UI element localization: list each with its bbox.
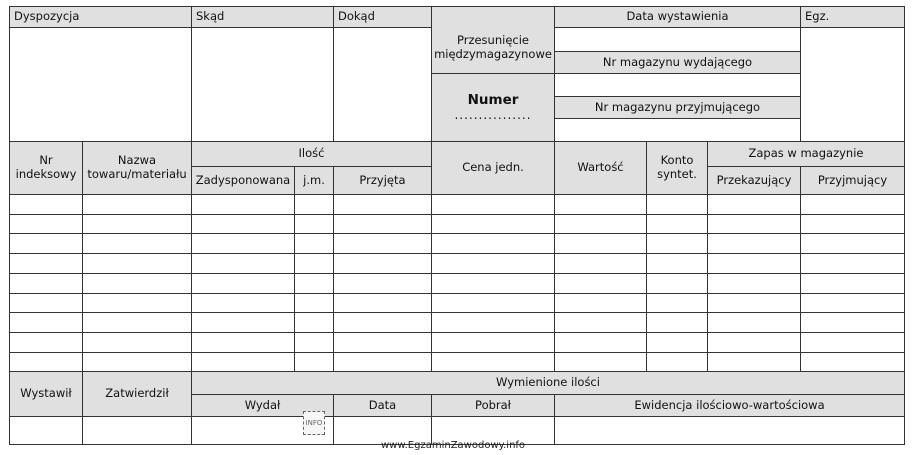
- table-cell[interactable]: [800, 214, 905, 234]
- info-logo-icon: INFO: [303, 411, 325, 435]
- table-cell[interactable]: [82, 352, 192, 372]
- table-cell[interactable]: [431, 312, 555, 333]
- table-cell[interactable]: [800, 253, 905, 274]
- data-label: Data: [333, 394, 432, 417]
- table-cell[interactable]: [646, 194, 708, 215]
- table-cell[interactable]: [800, 332, 905, 353]
- table-cell[interactable]: [191, 312, 295, 333]
- table-cell[interactable]: [431, 273, 555, 294]
- document-form: [9, 6, 905, 446]
- dokad-label: Dokąd: [333, 6, 432, 28]
- table-cell[interactable]: [9, 214, 83, 234]
- table-cell[interactable]: [191, 214, 295, 234]
- col-cena: Cena jedn.: [431, 141, 555, 195]
- wydal-label: Wydał: [191, 394, 334, 417]
- table-cell[interactable]: [800, 233, 905, 254]
- ewidencja-label: Ewidencja ilościowo-wartościowa: [554, 394, 905, 417]
- table-cell[interactable]: [191, 194, 295, 215]
- col-ilosc: Ilość: [191, 141, 432, 167]
- table-cell[interactable]: [191, 352, 295, 372]
- numer-block: [431, 73, 555, 142]
- table-cell[interactable]: [294, 332, 334, 353]
- table-cell[interactable]: [9, 233, 83, 254]
- table-cell[interactable]: [554, 332, 647, 353]
- wystawil-label: Wystawił: [9, 371, 83, 417]
- table-cell[interactable]: [800, 312, 905, 333]
- table-cell[interactable]: [333, 293, 432, 313]
- table-cell[interactable]: [294, 253, 334, 274]
- table-cell[interactable]: [333, 214, 432, 234]
- table-cell[interactable]: [333, 253, 432, 274]
- table-cell[interactable]: [646, 312, 708, 333]
- ewidencja-field[interactable]: [554, 416, 905, 445]
- table-cell[interactable]: [82, 253, 192, 274]
- table-cell[interactable]: [800, 273, 905, 294]
- table-cell[interactable]: [707, 273, 801, 294]
- table-cell[interactable]: [333, 273, 432, 294]
- table-cell[interactable]: [294, 293, 334, 313]
- nr-magazynu-przyjmujacego-label: Nr magazynu przyjmującego: [554, 96, 801, 119]
- table-cell[interactable]: [707, 352, 801, 372]
- col-przyjmujacy: Przyjmujący: [800, 166, 905, 195]
- table-cell[interactable]: [707, 233, 801, 254]
- table-cell[interactable]: [82, 273, 192, 294]
- col-konto: Konto syntet.: [646, 141, 708, 195]
- table-cell[interactable]: [554, 233, 647, 254]
- egz-label: Egz.: [800, 6, 905, 28]
- table-cell[interactable]: [333, 352, 432, 372]
- table-cell[interactable]: [191, 233, 295, 254]
- table-cell[interactable]: [646, 293, 708, 313]
- data-wystawienia-label: Data wystawienia: [554, 6, 801, 28]
- pobral-label: Pobrał: [431, 394, 555, 417]
- dyspozycja-label: Dyspozycja: [9, 6, 192, 28]
- table-cell[interactable]: [707, 194, 801, 215]
- nr-magazynu-wydajacego-field[interactable]: [554, 73, 801, 97]
- table-cell[interactable]: [431, 253, 555, 274]
- table-cell[interactable]: [294, 352, 334, 372]
- table-cell[interactable]: [191, 273, 295, 294]
- table-cell[interactable]: [431, 352, 555, 372]
- sklad-field[interactable]: [191, 27, 334, 142]
- table-cell[interactable]: [191, 332, 295, 353]
- table-cell[interactable]: [9, 352, 83, 372]
- zatwierdzil-label: Zatwierdził: [82, 371, 192, 417]
- table-cell[interactable]: [333, 233, 432, 254]
- table-cell[interactable]: [294, 214, 334, 234]
- col-nazwa: Nazwa towaru/materiału: [82, 141, 192, 195]
- nr-magazynu-wydajacego-label: Nr magazynu wydającego: [554, 51, 801, 74]
- numer-dots: ................: [454, 108, 532, 123]
- table-cell[interactable]: [646, 214, 708, 234]
- table-cell[interactable]: [554, 273, 647, 294]
- table-cell[interactable]: [82, 194, 192, 215]
- table-cell[interactable]: [800, 352, 905, 372]
- nr-magazynu-przyjmujacego-field[interactable]: [554, 118, 801, 142]
- table-cell[interactable]: [431, 293, 555, 313]
- table-cell[interactable]: [800, 293, 905, 313]
- table-cell[interactable]: [333, 332, 432, 353]
- table-cell[interactable]: [333, 312, 432, 333]
- table-cell[interactable]: [82, 293, 192, 313]
- col-przekazujacy: Przekazujący: [707, 166, 801, 195]
- table-cell[interactable]: [9, 273, 83, 294]
- col-zapas: Zapas w magazynie: [707, 141, 905, 167]
- dyspozycja-stamp-area: [9, 27, 192, 142]
- sklad-label: Skąd: [191, 6, 334, 28]
- col-jm: j.m.: [294, 166, 334, 195]
- table-cell[interactable]: [554, 352, 647, 372]
- table-cell[interactable]: [646, 273, 708, 294]
- data-wystawienia-field[interactable]: [554, 27, 801, 52]
- col-zadysponowana: Zadysponowana: [191, 166, 295, 195]
- table-cell[interactable]: [294, 273, 334, 294]
- table-cell[interactable]: [554, 312, 647, 333]
- table-cell[interactable]: [707, 293, 801, 313]
- table-cell[interactable]: [191, 253, 295, 274]
- table-cell[interactable]: [82, 233, 192, 254]
- table-cell[interactable]: [9, 312, 83, 333]
- table-cell[interactable]: [707, 214, 801, 234]
- table-cell[interactable]: [333, 194, 432, 215]
- table-cell[interactable]: [800, 194, 905, 215]
- table-cell[interactable]: [554, 293, 647, 313]
- table-cell[interactable]: [82, 214, 192, 234]
- table-cell[interactable]: [294, 312, 334, 333]
- col-nr-indeksowy: Nr indeksowy: [9, 141, 83, 195]
- table-cell[interactable]: [554, 253, 647, 274]
- table-cell[interactable]: [554, 194, 647, 215]
- col-przyjeta: Przyjęta: [333, 166, 432, 195]
- table-cell[interactable]: [707, 332, 801, 353]
- table-cell[interactable]: [646, 352, 708, 372]
- col-wartosc: Wartość: [554, 141, 647, 195]
- table-cell[interactable]: [431, 233, 555, 254]
- zatwierdzil-field[interactable]: [82, 416, 192, 445]
- dokad-field[interactable]: [333, 27, 432, 142]
- table-cell[interactable]: [9, 332, 83, 353]
- table-cell[interactable]: [554, 214, 647, 234]
- table-cell[interactable]: [294, 233, 334, 254]
- table-cell[interactable]: [431, 332, 555, 353]
- table-cell[interactable]: [646, 233, 708, 254]
- wymienione-ilosci-label: Wymienione ilości: [191, 371, 905, 395]
- table-cell[interactable]: [707, 312, 801, 333]
- table-cell[interactable]: [82, 312, 192, 333]
- table-cell[interactable]: [82, 332, 192, 353]
- table-cell[interactable]: [294, 194, 334, 215]
- wystawil-field[interactable]: [9, 416, 83, 445]
- table-cell[interactable]: [646, 253, 708, 274]
- table-cell[interactable]: [707, 253, 801, 274]
- watermark: www.EgzaminZawodowy.info: [381, 440, 526, 451]
- table-cell[interactable]: [9, 293, 83, 313]
- przesuniecie-label: Przesunięcie międzymagazynowe: [431, 6, 555, 74]
- numer-label: Numer: [467, 92, 519, 109]
- table-cell[interactable]: [646, 332, 708, 353]
- table-cell[interactable]: [191, 293, 295, 313]
- egz-field[interactable]: [800, 27, 905, 142]
- table-cell[interactable]: [431, 194, 555, 215]
- table-cell[interactable]: [431, 214, 555, 234]
- table-cell[interactable]: [9, 253, 83, 274]
- table-cell[interactable]: [9, 194, 83, 215]
